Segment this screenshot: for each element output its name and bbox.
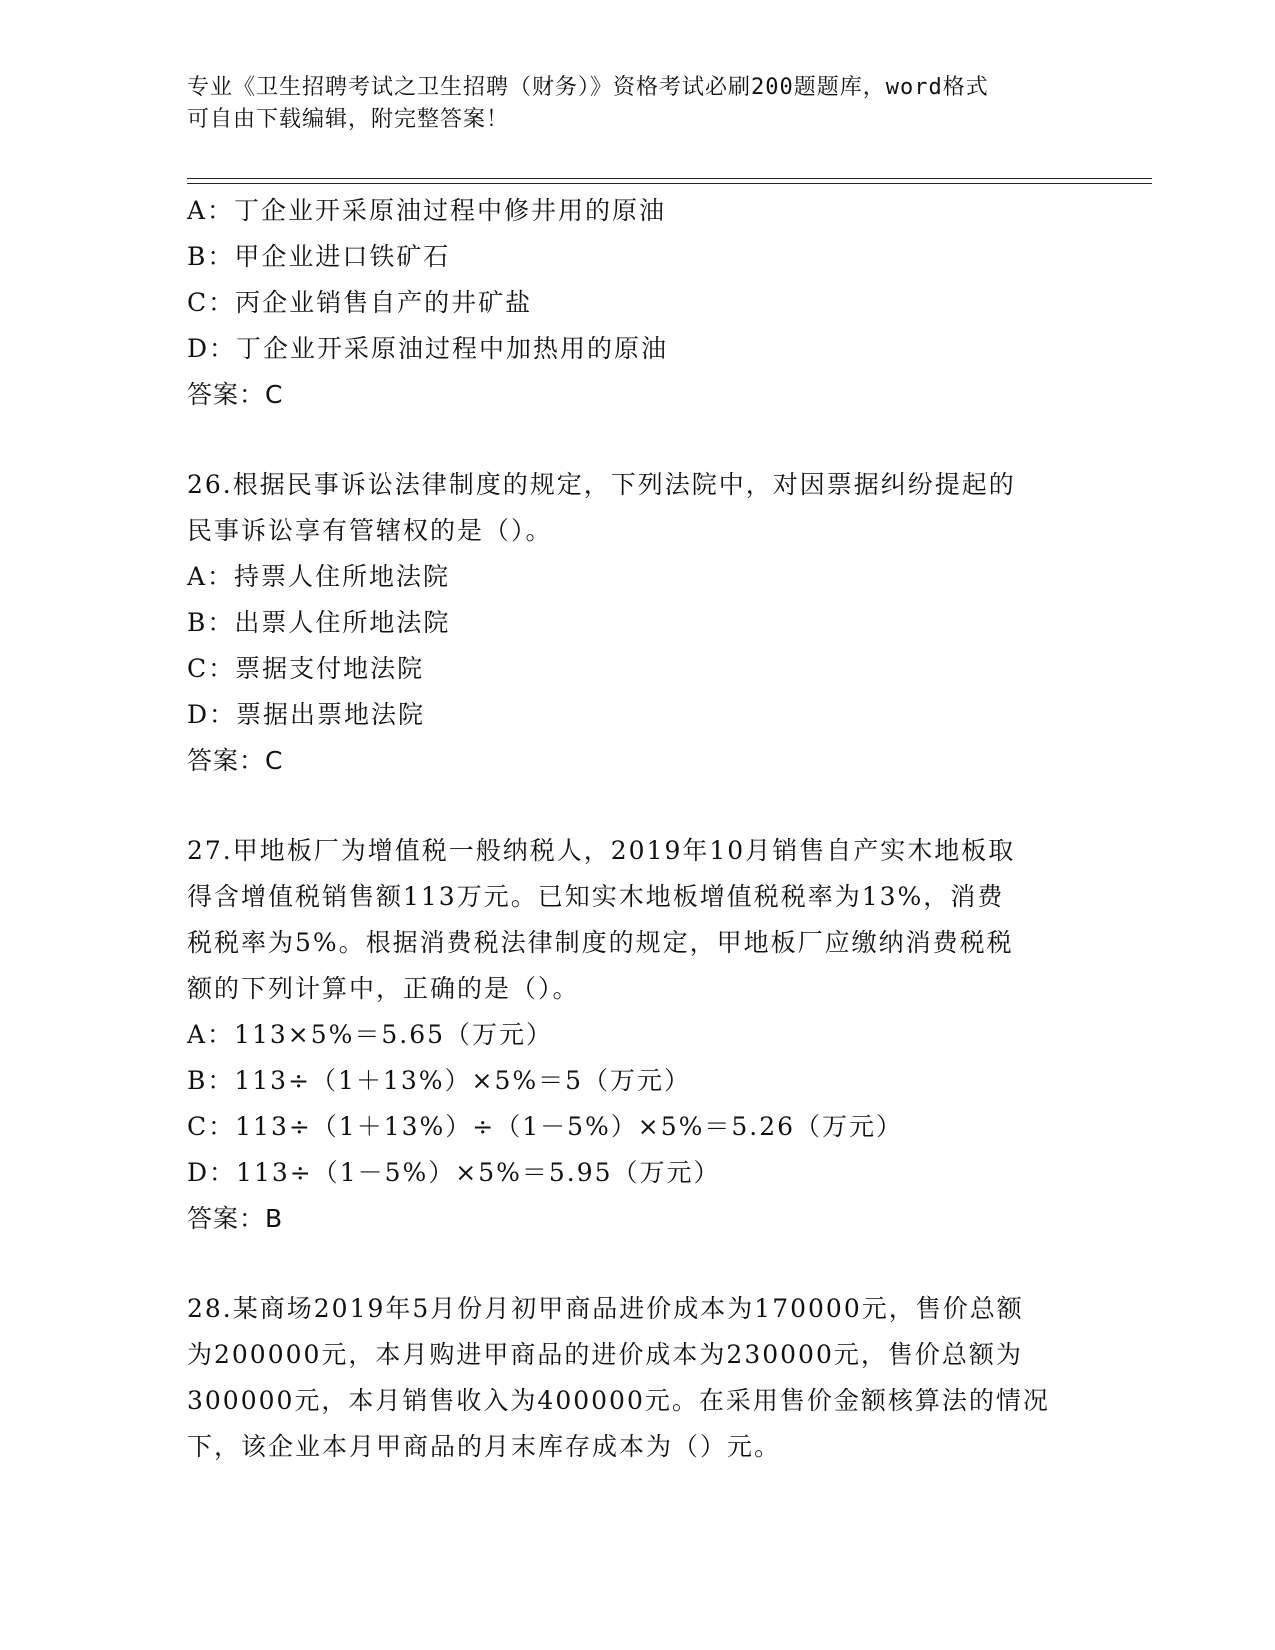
question-28	[187, 1286, 1087, 1470]
question-25-continued	[187, 188, 1087, 418]
question-26	[187, 462, 1087, 784]
option-b: B：甲企业进口铁矿石	[187, 242, 451, 271]
option-d: D：票据出票地法院	[187, 700, 426, 729]
answer: 答案：B	[187, 1204, 284, 1233]
answer: 答案：C	[187, 380, 284, 409]
option-d: D：丁企业开采原油过程中加热用的原油	[187, 334, 669, 363]
question-text-line: 税税率为5%。根据消费税法律制度的规定，甲地板厂应缴纳消费税税	[187, 928, 1014, 957]
question-text-line: 民事诉讼享有管辖权的是（）。	[187, 516, 553, 545]
answer: 答案：C	[187, 746, 284, 775]
header-line-2: 可自由下载编辑，附完整答案！	[187, 107, 510, 132]
question-text-line: 得含增值税销售额113万元。已知实木地板增值税税率为13%，消费	[187, 882, 1005, 911]
question-27	[187, 828, 1087, 1242]
question-text-line: 为200000元，本月购进甲商品的进价成本为230000元，售价总额为	[187, 1340, 1023, 1369]
header-divider-top	[187, 178, 1152, 179]
option-a: A：113×5%＝5.65（万元）	[187, 1020, 554, 1049]
header-line-1: 专业《卫生招聘考试之卫生招聘（财务）》资格考试必刷200题题库，word格式	[187, 75, 989, 100]
document-body	[187, 188, 1087, 1470]
option-d: D：113÷（1－5%）×5%＝5.95（万元）	[187, 1158, 721, 1187]
question-text-line: 额的下列计算中，正确的是（）。	[187, 974, 580, 1003]
option-c: C：丙企业销售自产的井矿盐	[187, 288, 533, 317]
option-c: C：票据支付地法院	[187, 654, 425, 683]
header-divider-bottom	[187, 183, 1152, 184]
option-b: B：出票人住所地法院	[187, 608, 451, 637]
document-header	[187, 72, 1087, 136]
question-text-line: 26.根据民事诉讼法律制度的规定，下列法院中，对因票据纠纷提起的	[187, 470, 1016, 499]
option-b: B：113÷（1＋13%）×5%＝5（万元）	[187, 1066, 692, 1095]
question-text-line: 300000元，本月销售收入为400000元。在采用售价金额核算法的情况	[187, 1386, 1050, 1415]
option-a: A：持票人住所地法院	[187, 562, 451, 591]
question-text-line: 下，该企业本月甲商品的月末库存成本为（）元。	[187, 1432, 782, 1461]
question-text-line: 27.甲地板厂为增值税一般纳税人，2019年10月销售自产实木地板取	[187, 836, 1016, 865]
option-c: C：113÷（1＋13%）÷（1－5%）×5%＝5.26（万元）	[187, 1112, 904, 1141]
option-a: A：丁企业开采原油过程中修井用的原油	[187, 196, 667, 225]
question-text-line: 28.某商场2019年5月份月初甲商品进价成本为170000元，售价总额	[187, 1294, 1024, 1323]
